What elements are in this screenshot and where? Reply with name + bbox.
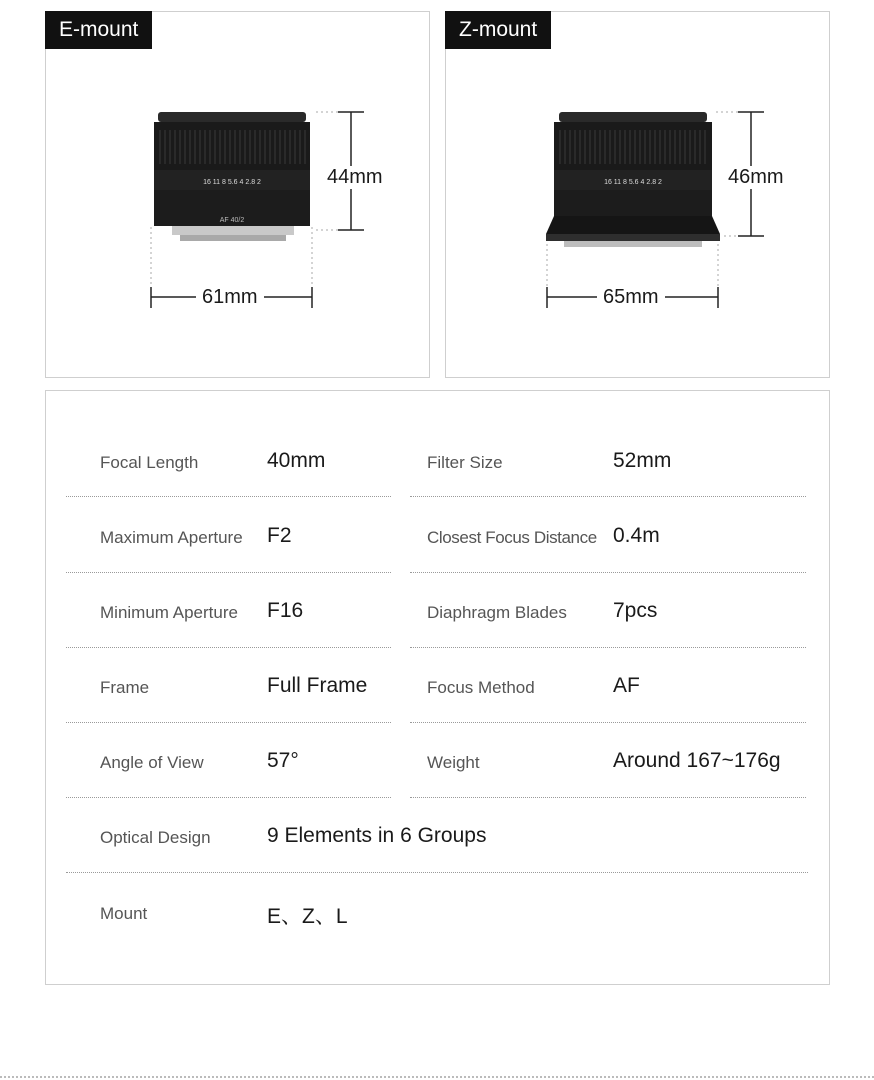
spec-label-angle-of-view: Angle of View	[100, 753, 204, 772]
spec-divider	[66, 572, 391, 573]
e-mount-aperture-scale: 16 11 8 5.6 4 2.8 2	[203, 179, 261, 186]
spec-value-optical-design: 9 Elements in 6 Groups	[267, 824, 487, 847]
spec-label-focus-method: Focus Method	[427, 678, 535, 697]
spec-divider	[66, 872, 808, 873]
specs-table	[45, 390, 830, 985]
spec-divider	[410, 722, 806, 723]
e-mount-lens-image	[46, 12, 431, 379]
spec-value-focal-length: 40mm	[267, 449, 326, 472]
spec-value-frame: Full Frame	[267, 674, 368, 697]
e-mount-tag: E-mount	[45, 11, 152, 49]
spec-value-closest-focus: 0.4m	[613, 524, 660, 547]
spec-label-weight: Weight	[427, 753, 480, 772]
spec-label-frame: Frame	[100, 678, 150, 697]
spec-value-focus-method: AF	[613, 674, 640, 697]
z-mount-height-label: 46mm	[722, 166, 790, 189]
spec-label-focal-length: Focal Length	[100, 453, 199, 472]
spec-divider	[66, 647, 391, 648]
spec-divider	[410, 797, 806, 798]
spec-label-max-aperture: Maximum Aperture	[100, 528, 243, 547]
spec-label-diaphragm-blades: Diaphragm Blades	[427, 603, 567, 622]
spec-divider	[410, 572, 806, 573]
spec-value-max-aperture: F2	[267, 524, 292, 547]
e-mount-width-label: 61mm	[196, 286, 264, 309]
e-mount-panel	[45, 11, 430, 378]
spec-divider	[66, 722, 391, 723]
spec-value-weight: Around 167~176g	[613, 749, 781, 772]
z-mount-lens-image	[446, 12, 831, 379]
spec-divider	[410, 496, 806, 497]
e-mount-height-label: 44mm	[321, 166, 389, 189]
spec-value-min-aperture: F16	[267, 599, 304, 622]
spec-label-mount: Mount	[100, 904, 148, 923]
page-bottom-divider	[0, 1076, 874, 1078]
z-mount-tag: Z-mount	[445, 11, 551, 49]
spec-divider	[410, 647, 806, 648]
spec-value-filter-size: 52mm	[613, 449, 672, 472]
e-mount-badge: AF 40/2	[219, 217, 245, 224]
spec-divider	[66, 797, 391, 798]
spec-value-diaphragm-blades: 7pcs	[613, 599, 658, 622]
spec-label-closest-focus: Closest Focus Distance	[427, 528, 597, 547]
spec-value-mount: E、Z、L	[267, 905, 348, 928]
z-mount-width-label: 65mm	[597, 286, 665, 309]
spec-divider	[66, 496, 391, 497]
z-mount-aperture-scale: 16 11 8 5.6 4 2.8 2	[604, 179, 662, 186]
spec-value-angle-of-view: 57°	[267, 749, 299, 772]
spec-label-min-aperture: Minimum Aperture	[100, 603, 238, 622]
spec-label-filter-size: Filter Size	[427, 453, 503, 472]
z-mount-panel	[445, 11, 830, 378]
spec-label-optical-design: Optical Design	[100, 828, 211, 847]
